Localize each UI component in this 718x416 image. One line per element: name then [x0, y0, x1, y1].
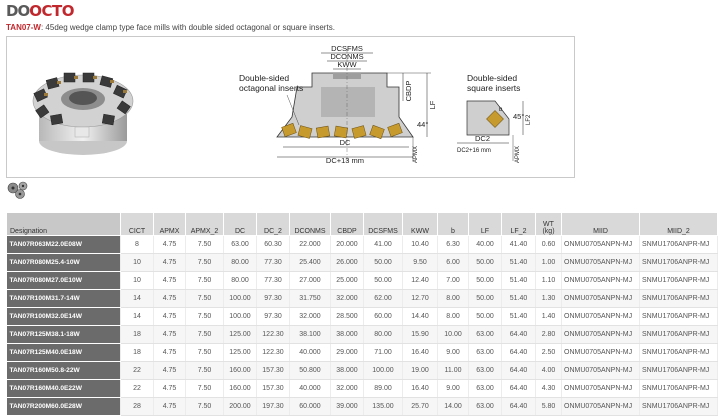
table-cell: 22: [121, 380, 154, 398]
col-header: MIID: [562, 213, 640, 236]
table-cell: 10.00: [438, 326, 469, 344]
table-cell: 41.40: [502, 236, 536, 254]
table-cell: 4.30: [536, 380, 562, 398]
table-cell: 28.500: [331, 308, 364, 326]
table-cell: 80.00: [224, 272, 257, 290]
table-header-row: [7, 213, 718, 236]
table-cell: 27.000: [290, 272, 331, 290]
col-header: MIID_2: [640, 213, 718, 236]
table-cell: 51.40: [502, 254, 536, 272]
table-cell: 38.000: [331, 362, 364, 380]
table-cell: 14.00: [438, 398, 469, 416]
table-cell: 32.000: [331, 290, 364, 308]
dim-dc2: DC2: [475, 134, 491, 143]
face-mill-photo: [17, 43, 147, 171]
col-header: b: [438, 213, 469, 236]
table-cell: 77.30: [257, 272, 290, 290]
table-cell: 14: [121, 308, 154, 326]
table-cell: 18: [121, 344, 154, 362]
table-cell: 7.50: [186, 380, 224, 398]
table-cell: SNMU1706ANPR-MJ: [640, 398, 718, 416]
table-cell: 1.00: [536, 254, 562, 272]
label-square-1: Double-sided: [467, 73, 518, 83]
table-cell: 9.00: [438, 380, 469, 398]
table-row: [7, 272, 718, 290]
table-cell: 4.75: [154, 254, 186, 272]
table-cell: 7.50: [186, 362, 224, 380]
dim-dc2-note: DC2+16 mm: [457, 148, 491, 154]
table-cell: 20.000: [331, 236, 364, 254]
table-cell: 97.30: [257, 290, 290, 308]
table-cell: 125.00: [224, 344, 257, 362]
table-cell: SNMU1706ANPR-MJ: [640, 254, 718, 272]
designation-cell: TAN07R160M50.8-22W: [7, 362, 121, 380]
table-cell: 7.50: [186, 272, 224, 290]
table-cell: 39.000: [331, 398, 364, 416]
dim-dconms: DCONMS: [330, 52, 364, 61]
table-cell: 7.50: [186, 398, 224, 416]
table-cell: 4.75: [154, 272, 186, 290]
col-header: Designation: [7, 213, 121, 236]
table-cell: 4.00: [536, 362, 562, 380]
table-cell: 8.00: [438, 308, 469, 326]
table-row: [7, 380, 718, 398]
table-cell: 60.00: [364, 308, 403, 326]
table-cell: 97.30: [257, 308, 290, 326]
table-cell: SNMU1706ANPR-MJ: [640, 344, 718, 362]
table-cell: 8.00: [438, 290, 469, 308]
table-cell: 157.30: [257, 380, 290, 398]
table-cell: 50.00: [469, 290, 502, 308]
table-cell: 4.75: [154, 344, 186, 362]
table-row: [7, 236, 718, 254]
table-cell: 157.30: [257, 362, 290, 380]
dim-dcsfms: DCSFMS: [331, 44, 363, 53]
table-cell: 38.100: [290, 326, 331, 344]
table-cell: 40.000: [290, 380, 331, 398]
series-code: TAN07-W: [6, 23, 41, 32]
table-cell: ONMU0705ANPN-MJ: [562, 344, 640, 362]
table-cell: 38.000: [331, 326, 364, 344]
table-cell: 14.40: [403, 308, 438, 326]
table-cell: 25.400: [290, 254, 331, 272]
logo-text-octo: OCTO: [29, 2, 74, 20]
table-cell: 7.50: [186, 236, 224, 254]
specification-table: [6, 212, 718, 416]
dim-angle-45: 45°: [513, 112, 525, 121]
table-row: [7, 344, 718, 362]
table-cell: 50.00: [364, 272, 403, 290]
figure-panel: [6, 36, 575, 178]
table-cell: 63.00: [224, 236, 257, 254]
dim-dc-note: DC+13 mm: [325, 156, 365, 165]
table-cell: 60.000: [290, 398, 331, 416]
table-cell: 16.40: [403, 380, 438, 398]
table-cell: 4.75: [154, 308, 186, 326]
table-cell: 7.50: [186, 326, 224, 344]
dim-lf: LF: [428, 100, 437, 110]
table-cell: 4.75: [154, 362, 186, 380]
table-cell: 51.40: [502, 290, 536, 308]
table-cell: SNMU1706ANPR-MJ: [640, 362, 718, 380]
table-cell: 19.00: [403, 362, 438, 380]
table-cell: ONMU0705ANPN-MJ: [562, 254, 640, 272]
dim-dc: DC: [339, 138, 351, 147]
table-cell: 89.00: [364, 380, 403, 398]
col-header: DC: [224, 213, 257, 236]
table-cell: 100.00: [224, 308, 257, 326]
table-cell: 122.30: [257, 326, 290, 344]
col-header: DCSFMS: [364, 213, 403, 236]
table-cell: ONMU0705ANPN-MJ: [562, 362, 640, 380]
table-cell: 4.75: [154, 236, 186, 254]
table-cell: 32.000: [290, 308, 331, 326]
table-cell: 0.60: [536, 236, 562, 254]
table-cell: 80.00: [224, 254, 257, 272]
table-cell: 62.00: [364, 290, 403, 308]
table-cell: 63.00: [469, 398, 502, 416]
table-cell: 1.40: [536, 308, 562, 326]
table-cell: 15.90: [403, 326, 438, 344]
table-cell: 18: [121, 326, 154, 344]
table-cell: 64.40: [502, 326, 536, 344]
table-cell: ONMU0705ANPN-MJ: [562, 326, 640, 344]
table-cell: SNMU1706ANPR-MJ: [640, 380, 718, 398]
table-cell: 197.30: [257, 398, 290, 416]
dim-cbdp: CBDP: [404, 80, 413, 102]
table-cell: 10: [121, 272, 154, 290]
table-cell: 8: [121, 236, 154, 254]
table-cell: 10: [121, 254, 154, 272]
table-cell: ONMU0705ANPN-MJ: [562, 398, 640, 416]
table-cell: 9.50: [403, 254, 438, 272]
bore-section: [321, 87, 375, 117]
table-cell: ONMU0705ANPN-MJ: [562, 380, 640, 398]
table-cell: SNMU1706ANPR-MJ: [640, 236, 718, 254]
table-cell: 4.75: [154, 326, 186, 344]
table-cell: 31.750: [290, 290, 331, 308]
col-header: DCONMS: [290, 213, 331, 236]
table-cell: 26.000: [331, 254, 364, 272]
table-cell: 200.00: [224, 398, 257, 416]
table-cell: 41.00: [364, 236, 403, 254]
dim-apmx: APMX: [413, 145, 419, 163]
col-header: KWW: [403, 213, 438, 236]
label-octagonal-2: octagonal inserts: [239, 83, 304, 93]
table-cell: 16.40: [403, 344, 438, 362]
table-cell: 50.00: [469, 308, 502, 326]
table-cell: ONMU0705ANPN-MJ: [562, 308, 640, 326]
table-cell: 63.00: [469, 362, 502, 380]
table-cell: 63.00: [469, 344, 502, 362]
table-cell: SNMU1706ANPR-MJ: [640, 326, 718, 344]
table-cell: 12.70: [403, 290, 438, 308]
table-cell: 25.000: [331, 272, 364, 290]
table-cell: 64.40: [502, 344, 536, 362]
table-cell: 7.00: [438, 272, 469, 290]
dim-angle-44: 44°: [417, 120, 429, 129]
logo-text-do: DO: [6, 2, 30, 20]
table-cell: 22: [121, 362, 154, 380]
table-cell: 64.40: [502, 380, 536, 398]
table-cell: 40.00: [469, 236, 502, 254]
col-header: LF_2: [502, 213, 536, 236]
table-cell: SNMU1706ANPR-MJ: [640, 272, 718, 290]
table-cell: 63.00: [469, 380, 502, 398]
table-cell: 29.000: [331, 344, 364, 362]
table-cell: 22.000: [290, 236, 331, 254]
dim-apmx2: APMX: [515, 145, 521, 163]
table-cell: 10.40: [403, 236, 438, 254]
table-cell: 50.00: [364, 254, 403, 272]
table-cell: ONMU0705ANPN-MJ: [562, 236, 640, 254]
table-cell: 14: [121, 290, 154, 308]
table-cell: 7.50: [186, 254, 224, 272]
table-cell: 100.00: [364, 362, 403, 380]
table-cell: 50.00: [469, 272, 502, 290]
designation-cell: TAN07R080M25.4-10W: [7, 254, 121, 272]
table-cell: 7.50: [186, 308, 224, 326]
table-row: [7, 326, 718, 344]
table-cell: 5.80: [536, 398, 562, 416]
table-cell: 64.40: [502, 398, 536, 416]
designation-cell: TAN07R125M38.1-18W: [7, 326, 121, 344]
table-row: [7, 398, 718, 416]
table-cell: 28: [121, 398, 154, 416]
col-header: WT (kg): [536, 213, 562, 236]
table-cell: 50.800: [290, 362, 331, 380]
table-cell: 6.00: [438, 254, 469, 272]
table-cell: 4.75: [154, 290, 186, 308]
dim-kww: KWW: [337, 60, 357, 69]
designation-cell: TAN07R125M40.0E18W: [7, 344, 121, 362]
table-cell: 40.000: [290, 344, 331, 362]
table-cell: 60.30: [257, 236, 290, 254]
table-cell: 4.75: [154, 380, 186, 398]
col-header: LF: [469, 213, 502, 236]
table-cell: 51.40: [502, 272, 536, 290]
table-cell: ONMU0705ANPN-MJ: [562, 272, 640, 290]
designation-cell: TAN07R100M31.7-14W: [7, 290, 121, 308]
table-cell: 2.50: [536, 344, 562, 362]
table-row: [7, 308, 718, 326]
col-header: APMX: [154, 213, 186, 236]
table-cell: 4.75: [154, 398, 186, 416]
label-square-2: square inserts: [467, 83, 521, 93]
col-header: APMX_2: [186, 213, 224, 236]
table-cell: 71.00: [364, 344, 403, 362]
table-cell: 51.40: [502, 308, 536, 326]
designation-cell: TAN07R200M60.0E28W: [7, 398, 121, 416]
table-cell: 7.50: [186, 344, 224, 362]
table-cell: 80.00: [364, 326, 403, 344]
table-cell: ONMU0705ANPN-MJ: [562, 290, 640, 308]
table-cell: 9.00: [438, 344, 469, 362]
table-cell: 160.00: [224, 362, 257, 380]
table-cell: SNMU1706ANPR-MJ: [640, 308, 718, 326]
table-cell: 160.00: [224, 380, 257, 398]
designation-cell: TAN07R160M40.0E22W: [7, 380, 121, 398]
table-cell: 25.70: [403, 398, 438, 416]
table-cell: 135.00: [364, 398, 403, 416]
product-subtitle: [6, 23, 335, 32]
table-row: [7, 254, 718, 272]
dimension-drawing: [217, 39, 567, 175]
table-cell: SNMU1706ANPR-MJ: [640, 290, 718, 308]
series-description: : 45deg wedge clamp type face mills with double sided octagonal or square inserts.: [40, 23, 335, 32]
table-cell: 50.00: [469, 254, 502, 272]
brand-logo: [6, 3, 74, 19]
col-header: CICT: [121, 213, 154, 236]
table-cell: 77.30: [257, 254, 290, 272]
table-cell: 64.40: [502, 362, 536, 380]
table-cell: 1.30: [536, 290, 562, 308]
table-cell: 12.40: [403, 272, 438, 290]
table-row: [7, 362, 718, 380]
insert-set-icon: [6, 180, 32, 200]
table-row: [7, 290, 718, 308]
dim-lf2: LF2: [526, 114, 532, 125]
designation-cell: TAN07R100M32.0E14W: [7, 308, 121, 326]
table-cell: 11.00: [438, 362, 469, 380]
table-cell: 32.000: [331, 380, 364, 398]
label-octagonal-1: Double-sided: [239, 73, 290, 83]
table-cell: 7.50: [186, 290, 224, 308]
col-header: DC_2: [257, 213, 290, 236]
designation-cell: TAN07R063M22.0E08W: [7, 236, 121, 254]
col-header: CBDP: [331, 213, 364, 236]
table-cell: 2.80: [536, 326, 562, 344]
table-cell: 122.30: [257, 344, 290, 362]
table-cell: 63.00: [469, 326, 502, 344]
table-cell: 125.00: [224, 326, 257, 344]
designation-cell: TAN07R080M27.0E10W: [7, 272, 121, 290]
table-cell: 1.10: [536, 272, 562, 290]
table-cell: 100.00: [224, 290, 257, 308]
table-cell: 6.30: [438, 236, 469, 254]
dim-b: b: [499, 107, 503, 113]
